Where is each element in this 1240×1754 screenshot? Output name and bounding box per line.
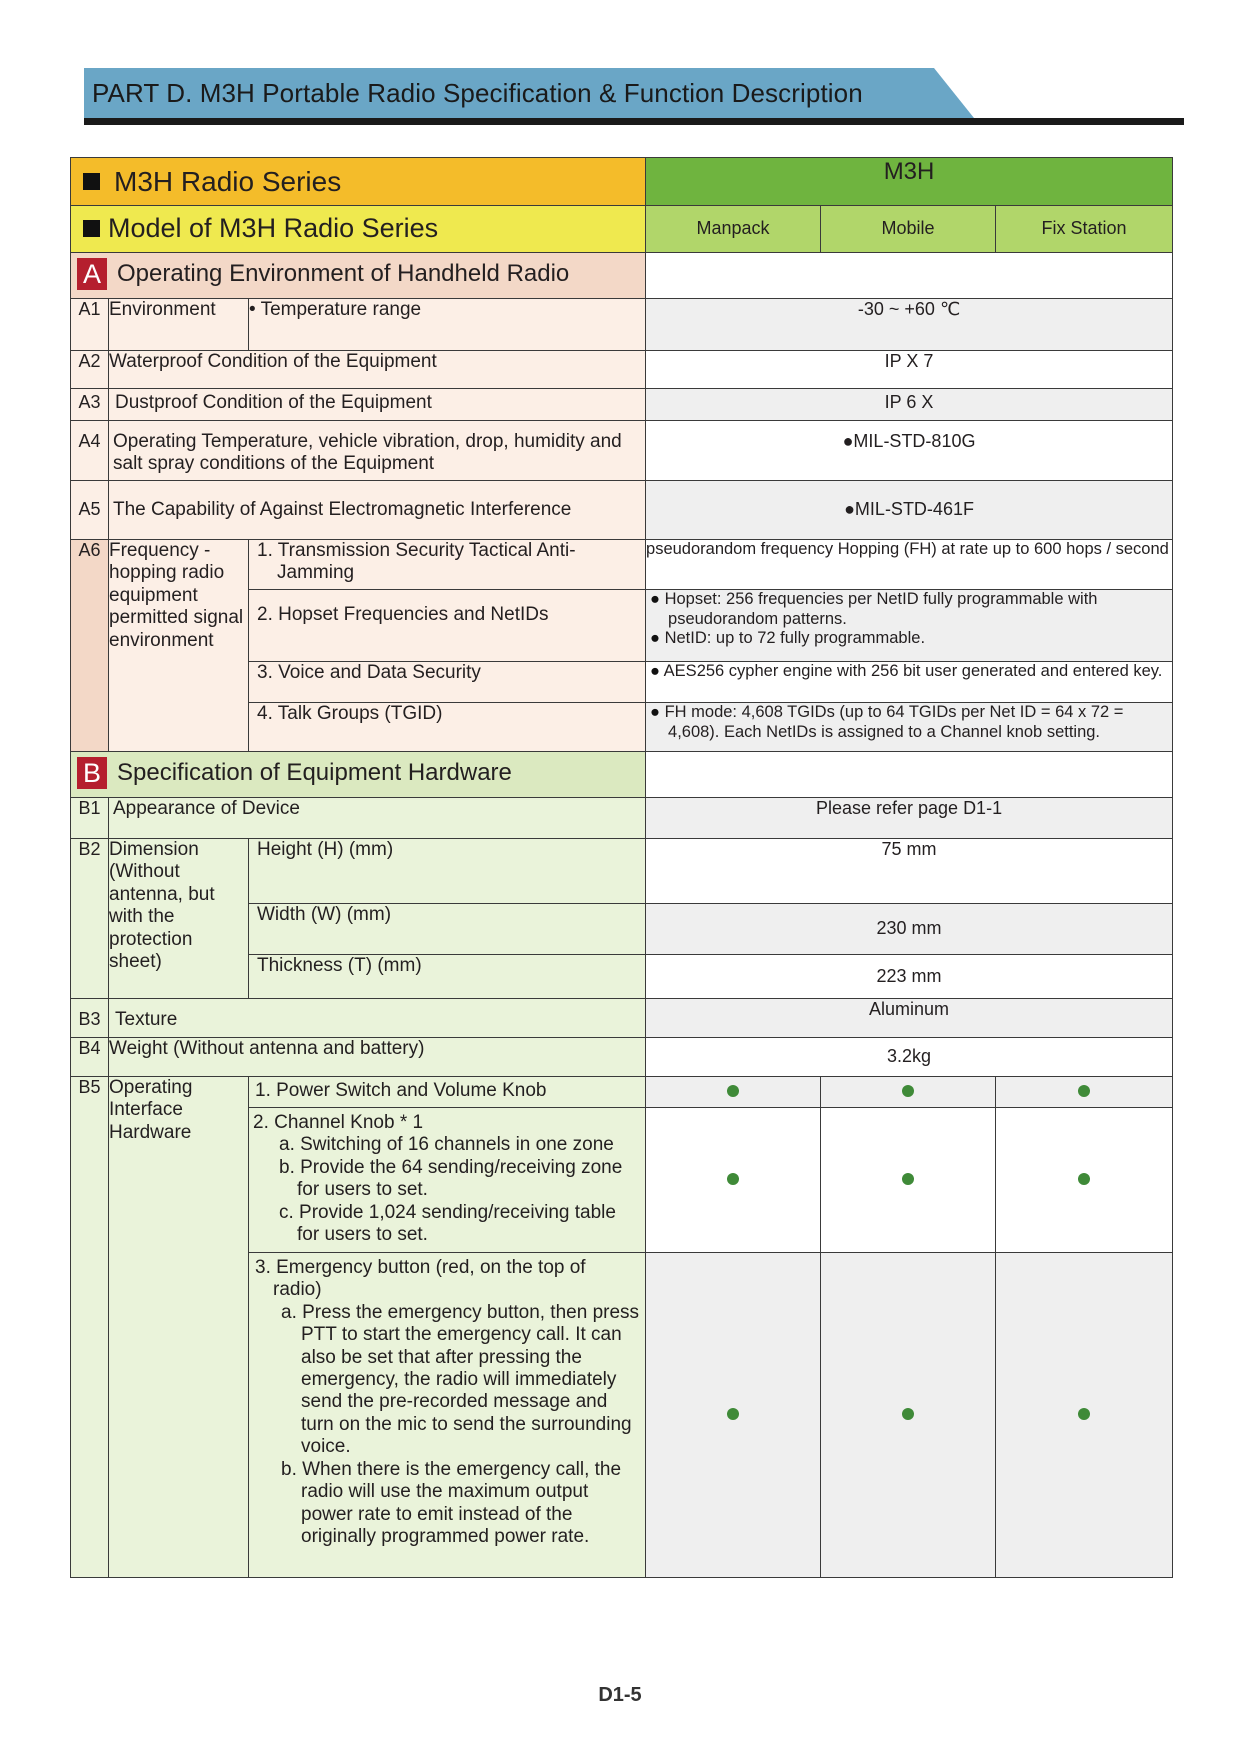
availability-dot-icon — [902, 1408, 914, 1420]
a6-item-4-bullet-1-text: FH mode: 4,608 TGIDs (up to 64 TGIDs per Net ID = 64 x 72 = 4,608). Each NetIDs is assigned to a Channel knob setting. — [664, 703, 1124, 741]
b5-item-1: 1. Power Switch and Volume Knob — [249, 1077, 646, 1108]
availability-dot-icon — [727, 1085, 739, 1097]
row-code-a4: A4 — [71, 421, 109, 481]
row-code-b1: B1 — [71, 798, 109, 839]
model-label: Model of M3H Radio Series — [108, 213, 439, 244]
series-label: M3H Radio Series — [114, 166, 342, 197]
b2-width-name: Width (W) (mm) — [249, 904, 646, 955]
a6-item-3-name: 3. Voice and Data Security — [249, 662, 646, 703]
a6-item-4-name: 4. Talk Groups (TGID) — [249, 703, 646, 752]
b5-item-3-manpack — [646, 1253, 821, 1578]
b1-value: Please refer page D1-1 — [646, 798, 1173, 839]
b5-item-3-title: 3. Emergency button (red, on the top of radio) — [255, 1257, 586, 1301]
b3-label: Texture — [109, 999, 646, 1038]
page-title: PART D. M3H Portable Radio Specification & Function Description — [92, 78, 863, 108]
a4-label: Operating Temperature, vehicle vibration, drop, humidity and salt spray conditions of the Equipment — [109, 421, 646, 481]
square-bullet-icon — [83, 173, 100, 190]
availability-dot-icon — [902, 1173, 914, 1185]
section-a-value-blank — [646, 253, 1173, 299]
a3-value: IP 6 X — [646, 389, 1173, 421]
availability-dot-icon — [1078, 1085, 1090, 1097]
page-number: D1-5 — [598, 1684, 642, 1706]
a1-label: Environment — [109, 299, 249, 351]
a5-value: ●MIL-STD-461F — [646, 481, 1173, 540]
b5-item-3 — [249, 1253, 646, 1578]
a6-item-1-value: pseudorandom frequency Hopping (FH) at rate up to 600 hops / second — [646, 540, 1173, 590]
series-label-cell — [71, 158, 646, 206]
b2-thickness-name: Thickness (T) (mm) — [249, 955, 646, 999]
bullet-icon: ● — [650, 703, 660, 722]
a6-item-2-bullet-1-text: Hopset: 256 frequencies per NetID fully programmable with pseudorandom patterns. — [664, 590, 1098, 628]
b2-width-value: 230 mm — [646, 904, 1173, 955]
b5-label: Operating Interface Hardware — [109, 1077, 249, 1578]
a6-item-3-bullet-1 — [646, 662, 1172, 681]
row-code-b2: B2 — [71, 839, 109, 999]
b5-item-2-sub-c: c. Provide 1,024 sending/receiving table for users to set. — [279, 1201, 616, 1246]
a3-label: Dustproof Condition of the Equipment — [109, 389, 646, 421]
section-a-header — [71, 253, 646, 299]
bullet-icon: ● — [650, 590, 660, 609]
availability-dot-icon — [1078, 1408, 1090, 1420]
section-b-badge: B — [77, 757, 107, 789]
a6-item-1-name: 1. Transmission Security Tactical Anti-Jamming — [257, 540, 576, 584]
page-header — [84, 68, 974, 124]
section-a-badge: A — [77, 258, 107, 290]
a1-sub: • Temperature range — [249, 299, 646, 351]
bullet-icon: ● — [650, 662, 660, 681]
b2-label: Dimension (Without antenna, but with the protection sheet) — [109, 839, 249, 999]
availability-dot-icon — [727, 1408, 739, 1420]
section-b-title: Specification of Equipment Hardware — [117, 758, 512, 786]
b5-item-2-title: 2. Channel Knob * 1 — [253, 1112, 424, 1134]
row-code-a1: A1 — [71, 299, 109, 351]
a6-item-1 — [249, 540, 646, 590]
section-b-value-blank — [646, 752, 1173, 798]
b5-item-3-sub-b: b. When there is the emergency call, the radio will use the maximum output power rate to emit instead of the originally programmed power rate. — [281, 1458, 622, 1547]
bullet-icon: ● — [650, 628, 660, 647]
row-code-a2: A2 — [71, 351, 109, 389]
a6-item-4-bullet-1 — [646, 703, 1172, 742]
header-rule — [84, 118, 1184, 125]
a6-item-2-name: 2. Hopset Frequencies and NetIDs — [249, 590, 646, 662]
b5-item-2-manpack — [646, 1108, 821, 1253]
a4-value: ●MIL-STD-810G — [646, 421, 1173, 481]
a6-item-3-bullet-1-text: AES256 cypher engine with 256 bit user generated and entered key. — [663, 662, 1163, 681]
row-code-a3: A3 — [71, 389, 109, 421]
b5-item-1-fix-station — [996, 1077, 1173, 1108]
a1-value: -30 ~ +60 ℃ — [646, 299, 1173, 351]
b5-item-3-fix-station — [996, 1253, 1173, 1578]
a2-label: Waterproof Condition of the Equipment — [109, 351, 646, 389]
b5-item-2-fix-station — [996, 1108, 1173, 1253]
a2-value: IP X 7 — [646, 351, 1173, 389]
a6-item-3-value — [646, 662, 1173, 703]
b4-value: 3.2kg — [646, 1038, 1173, 1077]
a6-item-2-bullet-2-text: NetID: up to 72 fully programmable. — [664, 628, 926, 647]
model-label-cell — [71, 206, 646, 253]
b4-label: Weight (Without antenna and battery) — [109, 1038, 646, 1077]
row-code-b4: B4 — [71, 1038, 109, 1077]
row-code-a6: A6 — [71, 540, 109, 752]
b2-height-value: 75 mm — [646, 839, 1173, 904]
section-a-title: Operating Environment of Handheld Radio — [117, 259, 570, 287]
series-value: M3H — [646, 158, 1173, 206]
b5-item-2-mobile — [821, 1108, 996, 1253]
row-code-a5: A5 — [71, 481, 109, 540]
model-mobile: Mobile — [821, 206, 996, 253]
a6-item-2-bullet-1 — [646, 590, 1172, 629]
square-bullet-icon — [83, 220, 100, 237]
b5-item-1-manpack — [646, 1077, 821, 1108]
a6-item-4-value — [646, 703, 1173, 752]
row-code-b3: B3 — [71, 999, 109, 1038]
b5-item-3-mobile — [821, 1253, 996, 1578]
b5-item-2-sub-b: b. Provide the 64 sending/receiving zone for users to set. — [279, 1156, 623, 1201]
b3-value: Aluminum — [646, 999, 1173, 1038]
b5-item-2-sub-a: a. Switching of 16 channels in one zone — [279, 1134, 614, 1156]
b2-thickness-value: 223 mm — [646, 955, 1173, 999]
row-code-b5: B5 — [71, 1077, 109, 1578]
spec-table — [70, 157, 1173, 1578]
model-fix-station: Fix Station — [996, 206, 1173, 253]
model-manpack: Manpack — [646, 206, 821, 253]
b5-item-2 — [249, 1108, 646, 1253]
b5-item-1-mobile — [821, 1077, 996, 1108]
b2-height-name: Height (H) (mm) — [249, 839, 646, 904]
a5-label: The Capability of Against Electromagnetic Interference — [109, 481, 646, 540]
availability-dot-icon — [727, 1173, 739, 1185]
b1-label: Appearance of Device — [109, 798, 646, 839]
section-b-header — [71, 752, 646, 798]
b5-item-3-sub-a: a. Press the emergency button, then press PTT to start the emergency call. It can also be set that after pressing the emergency, the radio will immediately send the pre-recorded message and turn on the mic to send the surrounding voice. — [281, 1301, 640, 1458]
availability-dot-icon — [1078, 1173, 1090, 1185]
a6-item-2-value — [646, 590, 1173, 662]
availability-dot-icon — [902, 1085, 914, 1097]
a6-label: Frequency -hopping radio equipment permitted signal environment — [109, 540, 249, 752]
a6-item-2-bullet-2 — [646, 629, 1172, 648]
